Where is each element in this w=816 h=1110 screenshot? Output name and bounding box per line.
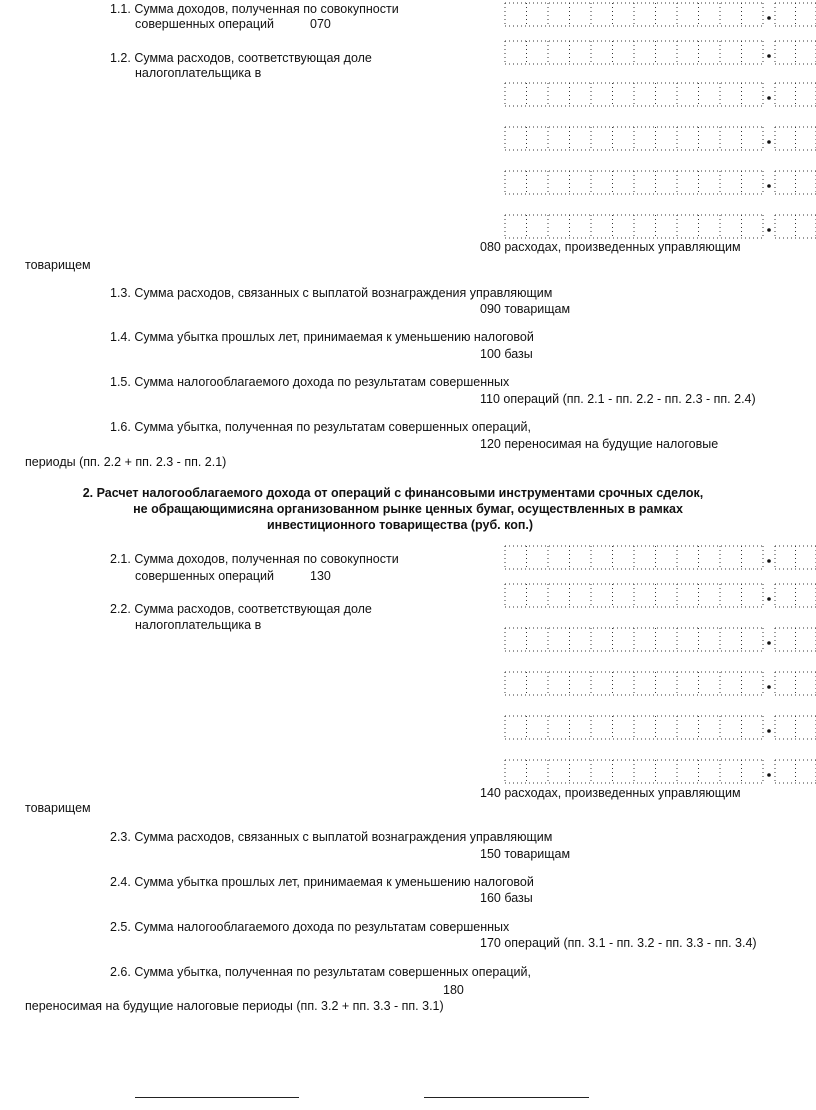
line-2-4-label: 2.4. Сумма убытка прошлых лет, принимаемая к уменьшению налоговой bbox=[110, 875, 534, 889]
amount-field-140-a[interactable] bbox=[505, 583, 816, 609]
line-1-6-label: 1.6. Сумма убытка, полученная по результатам совершенных операций, bbox=[110, 420, 531, 434]
line-1-4-label: 1.4. Сумма убытка прошлых лет, принимаемая к уменьшению налоговой bbox=[110, 330, 534, 344]
digit-cells-grid bbox=[505, 715, 816, 741]
line-code-090: 090 товарищам bbox=[480, 302, 571, 316]
signature-line[interactable] bbox=[135, 1097, 299, 1098]
digit-cells-grid bbox=[505, 214, 816, 240]
section-2-title-line-2: не обращающимисяна организованном рынке ценных бумаг, осуществленных в рамках bbox=[133, 502, 683, 516]
digit-cells-grid bbox=[505, 126, 816, 152]
line-080-cont: товарищем bbox=[25, 258, 91, 272]
amount-field-140-b[interactable] bbox=[505, 627, 816, 653]
amount-field-080-a[interactable] bbox=[505, 40, 816, 66]
line-code-120: 120 переносимая на будущие налоговые bbox=[480, 437, 719, 451]
amount-field-080-e[interactable] bbox=[505, 214, 816, 240]
digit-cells-grid bbox=[505, 671, 816, 697]
amount-field-140-d[interactable] bbox=[505, 715, 816, 741]
line-2-6-label: 2.6. Сумма убытка, полученная по результатам совершенных операций, bbox=[110, 965, 531, 979]
line-2-2-label-cont: налогоплательщика в bbox=[135, 618, 262, 632]
date-line[interactable] bbox=[424, 1097, 589, 1098]
line-2-2-label: 2.2. Сумма расходов, соответствующая доле bbox=[110, 602, 372, 616]
line-code-130: 130 bbox=[310, 569, 331, 583]
amount-field-080-b[interactable] bbox=[505, 82, 816, 108]
amount-field-140-e[interactable] bbox=[505, 759, 816, 785]
line-2-1-label: 2.1. Сумма доходов, полученная по совокупности bbox=[110, 552, 399, 566]
line-2-6-cont: переносимая на будущие налоговые периоды (пп. 3.2 + пп. 3.3 - пп. 3.1) bbox=[25, 999, 444, 1013]
line-1-2-label: 1.2. Сумма расходов, соответствующая доле bbox=[110, 51, 372, 65]
line-code-080: 080 расходах, произведенных управляющим bbox=[480, 240, 741, 254]
line-1-3-label: 1.3. Сумма расходов, связанных с выплатой вознаграждения управляющим bbox=[110, 286, 553, 300]
digit-cells-grid bbox=[505, 170, 816, 196]
digit-cells-grid bbox=[505, 627, 816, 653]
line-code-070: 070 bbox=[310, 17, 331, 31]
line-code-180: 180 bbox=[443, 983, 464, 997]
amount-field-080-c[interactable] bbox=[505, 126, 816, 152]
digit-cells-grid bbox=[505, 40, 816, 66]
amount-field-080-d[interactable] bbox=[505, 170, 816, 196]
line-1-6-cont: периоды (пп. 2.2 + пп. 2.3 - пп. 2.1) bbox=[25, 455, 227, 469]
line-code-170: 170 операций (пп. 3.1 - пп. 3.2 - пп. 3.3 - пп. 3.4) bbox=[480, 936, 757, 950]
line-1-5-label: 1.5. Сумма налогооблагаемого дохода по результатам совершенных bbox=[110, 375, 510, 389]
line-code-140: 140 расходах, произведенных управляющим bbox=[480, 786, 741, 800]
line-2-5-label: 2.5. Сумма налогооблагаемого дохода по результатам совершенных bbox=[110, 920, 510, 934]
digit-cells-grid bbox=[505, 583, 816, 609]
line-1-1-label-cont: совершенных операций bbox=[135, 17, 274, 31]
digit-cells-grid bbox=[505, 545, 816, 571]
line-1-2-label-cont: налогоплательщика в bbox=[135, 66, 262, 80]
section-2-title: 2. Расчет налогооблагаемого дохода от операций с финансовыми инструментами срочных сделок, bbox=[82, 486, 704, 500]
line-2-1-label-cont: совершенных операций bbox=[135, 569, 274, 583]
line-1-1-label: 1.1. Сумма доходов, полученная по совокупности bbox=[110, 2, 399, 16]
line-code-160: 160 базы bbox=[480, 891, 533, 905]
line-code-110: 110 операций (пп. 2.1 - пп. 2.2 - пп. 2.3 - пп. 2.4) bbox=[480, 392, 756, 406]
line-2-3-label: 2.3. Сумма расходов, связанных с выплатой вознаграждения управляющим bbox=[110, 830, 553, 844]
amount-field-130[interactable] bbox=[505, 545, 816, 571]
amount-field-140-c[interactable] bbox=[505, 671, 816, 697]
line-140-cont: товарищем bbox=[25, 801, 91, 815]
line-code-150: 150 товарищам bbox=[480, 847, 571, 861]
line-code-100: 100 базы bbox=[480, 347, 533, 361]
digit-cells-grid bbox=[505, 2, 816, 28]
amount-field-070[interactable] bbox=[505, 2, 816, 28]
digit-cells-grid bbox=[505, 759, 816, 785]
section-2-title-line-3: инвестиционного товарищества (руб. коп.) bbox=[266, 518, 534, 532]
digit-cells-grid bbox=[505, 82, 816, 108]
